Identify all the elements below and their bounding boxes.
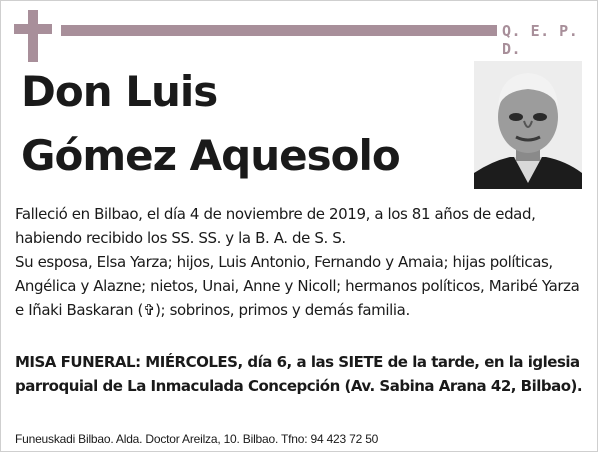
portrait-photo (474, 61, 582, 189)
cross-icon (14, 10, 52, 62)
name-line-2: Gómez Aquesolo (21, 131, 400, 180)
header-rule (61, 25, 497, 36)
funeral-home-footer: Funeuskadi Bilbao. Alda. Doctor Areilza, 10. Bilbao. Tfno: 94 423 72 50 (15, 432, 379, 446)
qepd-label: Q. E. P. D. (502, 22, 579, 58)
name-line-1: Don Luis (21, 67, 218, 116)
funeral-notice: MISA FUNERAL: MIÉRCOLES, día 6, a las SIETE de la tarde, en la iglesia parroquial de La Inmaculada Concepción (Av. Sabina Arana 42, Bilbao). (15, 353, 583, 395)
family-notice: Su esposa, Elsa Yarza; hijos, Luis Antonio, Fernando y Amaia; hijas políticas, Angélica y Alazne; nietos, Unai, Anne y Nicoll; hermanos políticos, Maribé Yarza e Iñaki Baskaran (✞); sobrinos, primos y demás familia. (15, 253, 580, 319)
death-notice: Falleció en Bilbao, el día 4 de noviembre de 2019, a los 81 años de edad, habiendo recibido los SS. SS. y la B. A. de S. S. (15, 205, 536, 247)
